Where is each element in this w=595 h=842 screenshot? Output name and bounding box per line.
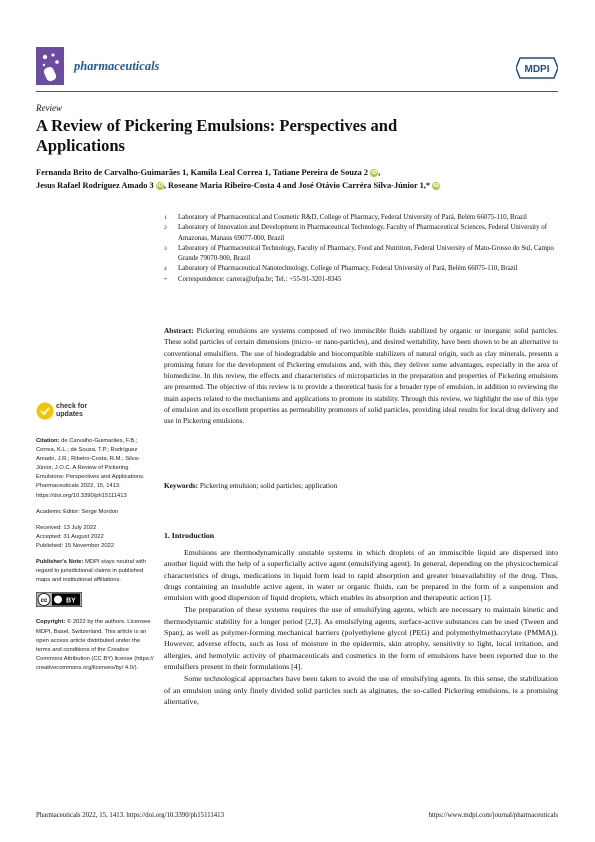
cc-icon: cc [40,598,48,605]
abstract-text: Pickering emulsions are systems composed of two immiscible fluids stabilized by organic or inorganic solid particles. These solid particles of certain dimensions (micro- or nano-particles), and desired wettability, have been shown to be an alternative to conventional emulsifiers. The use of biodegradable and biocompatible stabilizers of natural origin, such as clay minerals, presents a promising future for the development of Pickering emulsions and, with this, they deliver some advantages, especially in the area of biomedicine. In this review, the effects and characteristics of microparticles in the preparation and properties of Pickering emulsions are presented. The objective of this review is to provide a theoretical basis for a broader type of emulsion, in addition to reviewing the main aspects related to the mechanisms and applications to promote its stability. Through this review, we highlight the use of this type of emulsion and its excellent properties as permeability promoters of solid particles, providing ideal results for local drug delivery and use in Pickering emulsions. [164,326,558,426]
footer-journal-url[interactable]: https://www.mdpi.com/journal/pharmaceuticals [428,812,558,819]
affiliation-item [164,244,558,265]
page-footer [36,812,558,819]
footer-citation: Pharmaceuticals 2022, 15, 1413. https://doi.org/10.3390/ph15111413 [36,812,224,819]
affiliation-item [164,264,558,274]
paragraph: Emulsions are thermodynamically unstable systems in which droplets of an immiscible liquid are dispersed into another liquid with the help of a superficially active agent (emulsifying agent). In general, depending on the physicochemical characteristics of drugs, medications in liquid form lead to rapid absorption and greater bioavailability of the drug. Thus, drugs containing an insoluble active agent, in water or organic fluids, can be prepared in the form of a suspension and emulsion with good dispersion of liquid droplets, which enables its absorption and therapeutic action [1]. [164,548,558,603]
authors-line-1: Fernanda Brito de Carvalho-Guimarães 1, Kamila Leal Correa 1, Tatiane Pereira de Souza 2 [36,168,369,177]
header-divider [36,91,558,92]
citation-block [36,437,156,501]
affiliation-number: 3 [164,245,167,252]
citation-text: de Carvalho-Guimarães, F.B.; Correa, K.L.; de Souza, T.P.; Rodríguez Amado, J.R.; Ribeiro-Costa, R.M.; Silva-Júnior, J.O.C. A Review of Pickering Emulsions: Perspectives and Applications. Pharmaceuticals 2022, 15, 1413. https://doi.org/10.3390/ph15111413 [36,438,145,499]
affiliation-number: * [164,276,167,283]
journal-name: pharmaceuticals [74,59,160,73]
affiliation-item [164,275,558,285]
introduction-body [164,547,558,708]
abstract-label: Abstract: [164,326,194,335]
keywords-label: Keywords: [164,481,199,490]
article-title: A Review of Pickering Emulsions: Perspectives and Applications [36,116,398,155]
publisher-note [36,558,156,585]
dates-block [36,524,156,551]
affiliation-text: Laboratory of Innovation and Development in Pharmaceutical Technology, Faculty of Pharmaceutical Sciences, Federal University of Amazonas, Manaus 69077-000, Brazil [178,224,548,242]
abstract [164,325,558,427]
affiliation-item [164,223,558,244]
paragraph: The preparation of these systems requires the use of emulsifying agents, which are necessary to maintain kinetic and thermodynamic stability for a longer period [2,3]. As emulsifying agents, surface-active substances can be used (Tween and Span), as well as polymer-forming mechanical barriers (polyethylene glycol (PEG) and polymethylmethacrylate (PMMA)). However, adverse effects, such as loss of moisture in the epidermis, skin atrophy, sensitivity to light, local irritation, and allergies, and hemolytic activity of pharmaceuticals and cosmetics in the form of emulsions have been reported due to the emulsifiers present in their formulations [4]. [164,605,558,671]
check-updates-line1: check for [56,403,88,410]
authors-line-2b: , Roseane Maria Ribeiro-Costa 4 and José Otávio Carréra Silva-Júnior 1,* [163,181,431,190]
check-updates-icon [36,402,54,420]
orcid-icon[interactable]: iD [371,170,378,177]
affiliation-number: 1 [164,215,167,221]
affiliations [164,213,558,285]
mdpi-logo[interactable] [516,56,558,80]
author-list: Fernanda Brito de Carvalho-Guimarães 1, Kamila Leal Correa 1, Tatiane Pereira de Souza 2 iD, Jesus Rafael Rodríguez Amado 3 iD, Roseane Maria Ribeiro-Costa 4 and José Otávio Carréra Silva-Júnior 1,* iD [36,168,440,190]
paragraph: Some technological approaches have been taken to avoid the use of emulsifying agents. In this sense, the stabilization of an emulsion using only finely divided solid particles such as alginates, the so-called Pickering emulsions, is a promising alternative, [164,674,558,706]
section-heading-introduction: 1. Introduction [164,531,215,540]
by-icon: BY [66,597,76,605]
academic-editor: Academic Editor: Serge Mordon [36,508,119,515]
sidebar [36,437,156,680]
copyright-label: Copyright: [36,619,66,626]
published-date: Published: 15 November 2022 [36,542,114,549]
check-updates-line2: updates [56,411,83,418]
affiliation-number: 4 [164,266,167,273]
cc-by-license-badge[interactable] [36,592,82,607]
received-date: Received: 13 July 2022 [36,524,97,531]
affiliation-text: Correspondence: carrera@ufpa.br; Tel.: +55-91-3201-8345 [178,275,342,283]
keywords-text: Pickering emulsion; solid particles; application [199,481,338,490]
publisher-note-label: Publisher's Note: [36,559,84,566]
copyright-text: © 2022 by the authors. Licensee MDPI, Basel, Switzerland. This article is an open access article distributed under the terms and conditions of the Creative Commons Attribution (CC BY) license (https:// creativecommons.org/licenses/by/ 4.0/). [36,619,154,671]
journal-logo [36,47,64,85]
orcid-icon[interactable]: iD [156,183,163,190]
orcid-icon[interactable]: iD [433,183,440,190]
accepted-date: Accepted: 31 August 2022 [36,533,104,540]
keywords [164,480,558,491]
affiliation-text: Laboratory of Pharmaceutical Technology, Faculty of Pharmacy, Food and Nutrition, Federal University of Mato-Grosso do Sul, Campo Grande 79070-900, Brazil [178,244,554,263]
citation-label: Citation: [36,438,60,444]
check-for-updates-badge[interactable] [36,402,106,424]
affiliation-item [164,213,558,223]
mdpi-logo-text: MDPI [524,64,550,75]
copyright-block [36,618,156,673]
article-type: Review [36,103,62,113]
affiliation-number: 2 [164,225,167,232]
authors-line-2: Jesus Rafael Rodríguez Amado 3 [36,181,154,190]
affiliation-text: Laboratory of Pharmaceutical Nanotechnology, College of Pharmacy, Federal University of Pará, Belém 66075-110, Brazil [178,265,518,273]
publisher-note-text: MDPI stays neutral with regard to jurisdictional claims in published maps and institutional affiliations. [36,559,146,584]
affiliation-text: Laboratory of Pharmaceutical and Cosmetic R&D, College of Pharmacy, Federal University of Pará, Belém 66075-110, Brazil [178,214,527,221]
